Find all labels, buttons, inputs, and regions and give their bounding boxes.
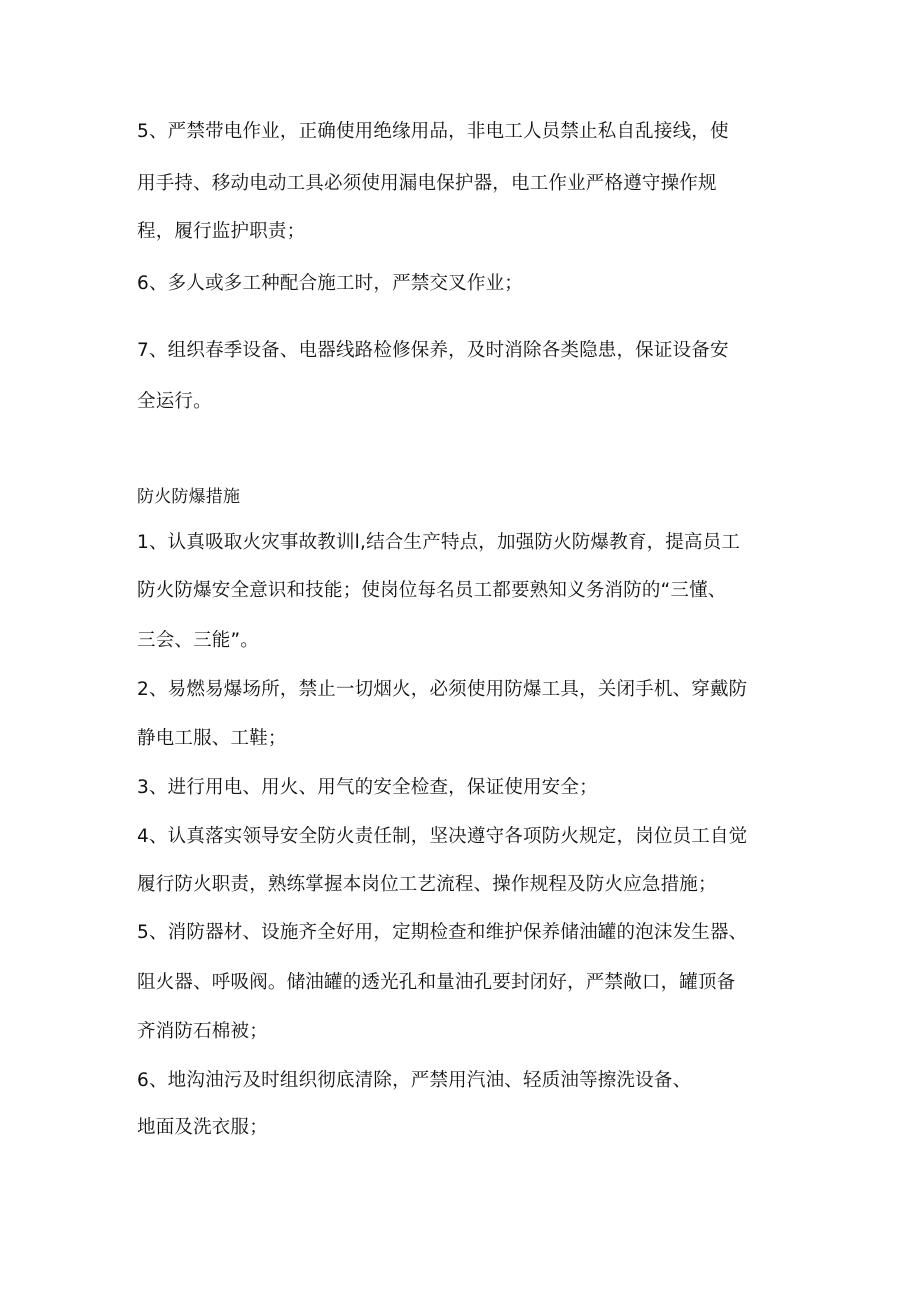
text-line: 三会、三能”。 xyxy=(137,630,259,651)
text-line: 4、认真落实领导安全防火责任制，坚决遵守各项防火规定，岗位员工自觉 xyxy=(137,826,748,847)
text-line: 1、认真吸取火灾事故教训l,结合生产特点，加强防火防爆教育，提高员工 xyxy=(137,532,741,553)
text-line: 2、易燃易爆场所，禁止一切烟火，必须使用防爆工具，关闭手机、穿戴防 xyxy=(137,679,748,700)
text-line: 全运行。 xyxy=(137,391,212,412)
text-line: 阻火器、呼吸阀。储油罐的透光孔和量油孔要封闭好，严禁敞口，罐顶备 xyxy=(137,972,736,993)
text-line: 静电工服、工鞋； xyxy=(137,728,287,749)
text-line: 3、进行用电、用火、用气的安全检查，保证使用安全； xyxy=(137,777,598,798)
text-line: 5、严禁带电作业，正确使用绝缘用品，非电工人员禁止私自乱接线，使 xyxy=(137,121,729,142)
text-line: 履行防火职责，熟练掌握本岗位工艺流程、操作规程及防火应急措施； xyxy=(137,874,717,895)
text-line: 地面及洗衣服； xyxy=(137,1117,268,1138)
text-line: 7、组织春季设备、电器线路检修保养，及时消除各类隐患，保证设备安 xyxy=(137,340,729,361)
section-heading: 防火防爆措施 xyxy=(137,487,241,507)
text-line: 防火防爆安全意识和技能；使岗位每名员工都要熟知义务消防的“三懂、 xyxy=(137,580,727,601)
text-line: 5、消防器材、设施齐全好用，定期检查和维护保养储油罐的泡沫发生器、 xyxy=(137,922,748,943)
text-line: 程，履行监护职责； xyxy=(137,221,306,242)
text-line: 6、多人或多工种配合施工时，严禁交叉作业； xyxy=(137,273,523,294)
text-line: 用手持、移动电动工具必须使用漏电保护器，电工作业严格遵守操作规 xyxy=(137,173,717,194)
text-line: 齐消防石棉被； xyxy=(137,1021,268,1042)
text-line: 6、地沟油污及时组织彻底清除，严禁用汽油、轻质油等擦洗设备、 xyxy=(137,1070,692,1091)
